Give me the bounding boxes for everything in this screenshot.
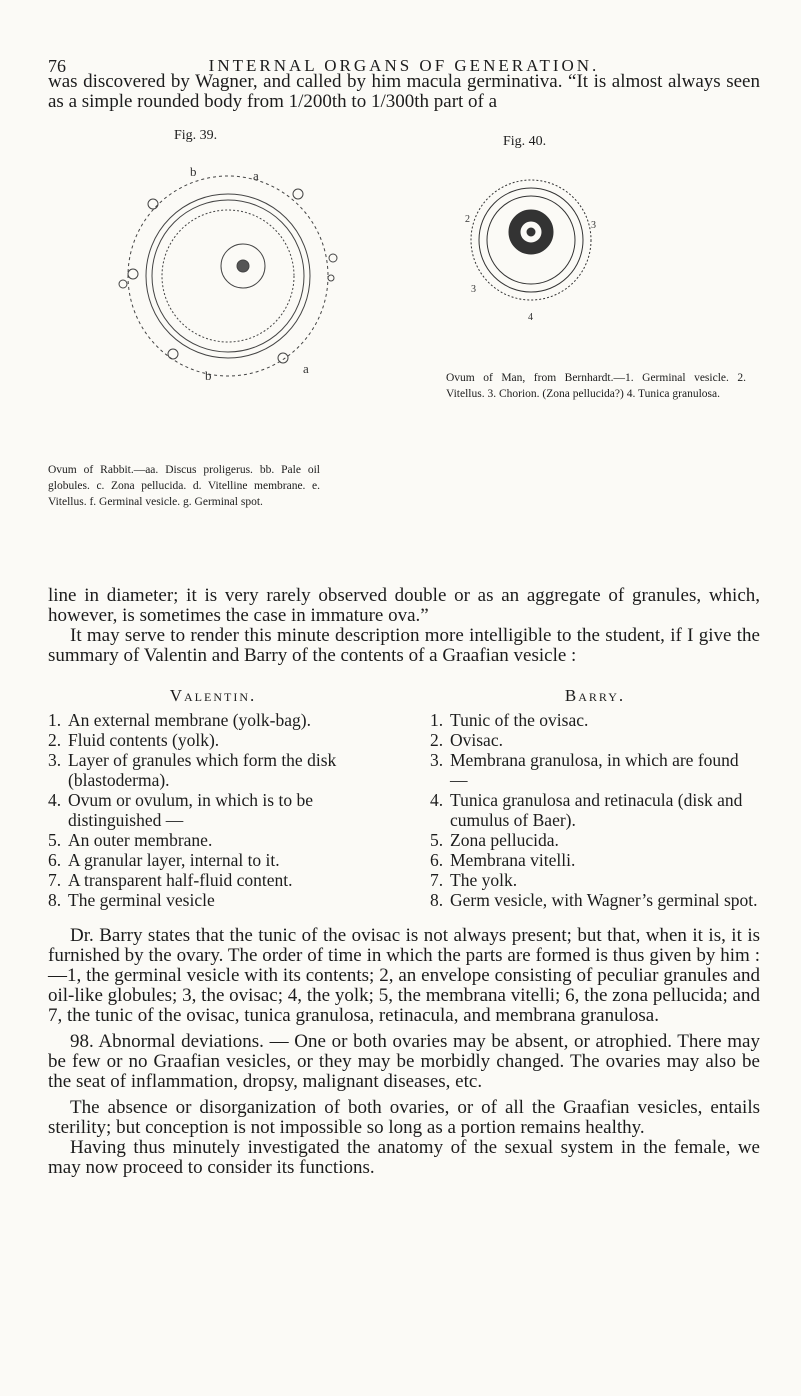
list-item: 7. A transparent half-fluid content. <box>48 870 293 890</box>
rabbit-ovum-illustration <box>93 158 363 388</box>
abnormal-deviations-paragraph: 98. Abnormal deviations. — One or both ovaries may be absent, or atrophied. There may be few or no Graafian vesicles, or they may be morbidly changed. The ovaries may also be the seat of inflammation, dropsy, malignant diseases, etc. <box>48 1031 760 1092</box>
comparison-columns <box>48 686 760 910</box>
fig39-label: Fig. 39. <box>174 128 218 143</box>
list-item: 3. Membrana granulosa, in which are found — <box>430 750 739 790</box>
fig40-label: Fig. 40. <box>503 134 547 149</box>
list-item: 8. Germ vesicle, with Wagner’s germinal spot. <box>430 890 758 910</box>
fig40-caption: Ovum of Man, from Bernhardt.—1. Germinal vesicle. 2. Vitellus. 3. Chorion. (Zona pellucida?) 4. Tunica granulosa. <box>446 372 746 400</box>
sterility-paragraph: The absence or disorganization of both ovaries, or of all the Graafian vesicles, entails sterility; but conception is not impossible so long as a portion remains healthy. <box>48 1097 760 1138</box>
barry-column <box>430 686 760 910</box>
svg-text:a: a <box>253 168 259 183</box>
human-ovum-illustration <box>451 164 611 324</box>
list-item: 5. Zona pellucida. <box>430 830 559 850</box>
book-page <box>48 22 760 1178</box>
svg-text:4: 4 <box>528 312 533 323</box>
barry-order-paragraph: Dr. Barry states that the tunic of the ovisac is not always present; but that, when it is, it is furnished by the ovary. The order of time in which the parts are formed is thus given by him :—1, the germinal vesicle with its contents; 2, an envelope consisting of peculiar granules and oil-like globules; 3, the ovisac; 4, the yolk; 5, the membrana vitelli; 6, the zona pellucida; and 7, the tunic of the ovisac, tunica granulosa, retinacula, and membrana granulosa. <box>48 925 760 1026</box>
list-item: 1. Tunic of the ovisac. <box>430 710 589 730</box>
list-item: 7. The yolk. <box>430 870 518 890</box>
list-item: 8. The germinal vesicle <box>48 890 215 910</box>
running-title: INTERNAL ORGANS OF GENERATION. <box>208 56 600 75</box>
page-header <box>48 22 760 76</box>
barry-heading: Barry. <box>564 686 626 705</box>
fig39-marker-b-bottom: b <box>205 368 212 383</box>
list-item: 6. Membrana vitelli. <box>430 850 576 870</box>
list-item: 5. An outer membrane. <box>48 830 213 850</box>
list-item: 4. Ovum or ovulum, in which is to be distinguished — <box>48 790 313 830</box>
summary-intro-paragraph: It may serve to render this minute description more intelligible to the student, if I give the summary of Valentin and Barry of the contents of a Graafian vesicle : <box>48 625 760 666</box>
closing-paragraph: Having thus minutely investigated the anatomy of the sexual system in the female, we may now proceed to consider its functions. <box>48 1137 760 1178</box>
figures-area <box>48 124 760 714</box>
valentin-heading: Valentin. <box>169 686 257 705</box>
intro-paragraph: was discovered by Wagner, and called by him macula germinativa. “It is almost always seen as a simple rounded body from 1/200th to 1/300th part of a <box>48 71 760 112</box>
fig39-caption: Ovum of Rabbit.—aa. Discus proligerus. bb. Pale oil globules. c. Zona pellucida. d. Vitelline membrane. e. Vitellus. f. Germinal vesicle. g. Germinal spot. <box>48 464 320 508</box>
svg-text:3: 3 <box>471 284 476 295</box>
list-item: 6. A granular layer, internal to it. <box>48 850 280 870</box>
page-number: 76 <box>48 56 66 76</box>
list-item: 1. An external membrane (yolk-bag). <box>48 710 311 730</box>
list-item: 2. Ovisac. <box>430 730 503 750</box>
svg-text:2: 2 <box>465 214 470 225</box>
valentin-column <box>48 686 378 910</box>
svg-text:3: 3 <box>591 220 596 231</box>
svg-text:a: a <box>303 361 309 376</box>
fig39-marker-b-top: b <box>190 164 197 179</box>
list-item: 3. Layer of granules which form the disk (blastoderma). <box>48 750 337 790</box>
list-item: 4. Tunica granulosa and retinacula (disk and cumulus of Baer). <box>430 790 743 830</box>
description-paragraph: line in diameter; it is very rarely observed double or as an aggregate of granules, which, however, is sometimes the case in immature ova.” <box>48 585 760 626</box>
list-item: 2. Fluid contents (yolk). <box>48 730 220 750</box>
